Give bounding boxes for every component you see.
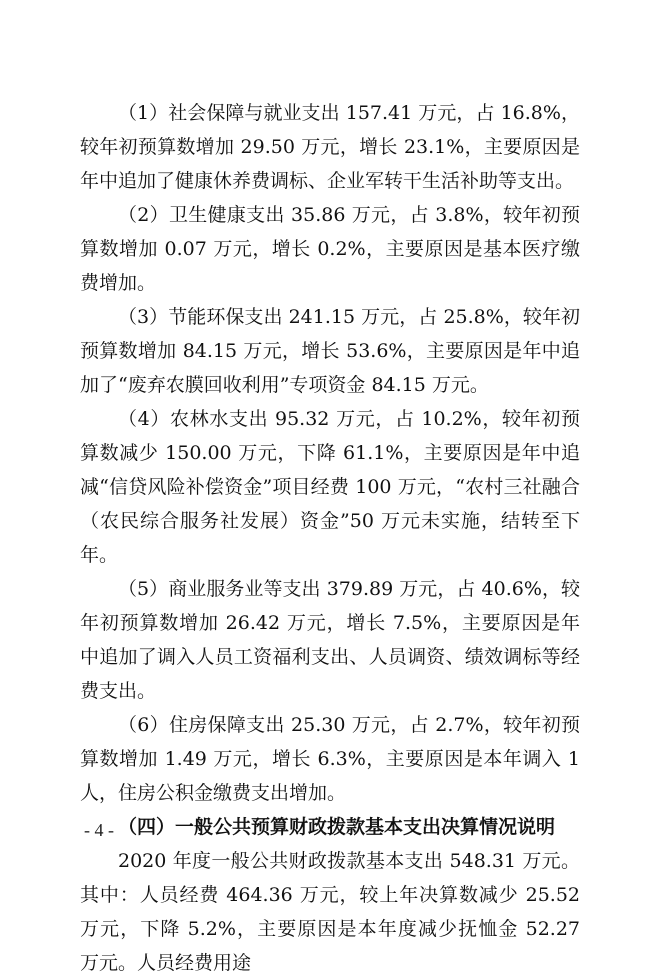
document-body <box>80 96 580 980</box>
paragraph-housing: （6）住房保障支出 25.30 万元，占 2.7%，较年初预算数增加 1.49 万元，增长 6.3%，主要原因是本年调入 1 人，住房公积金缴费支出增加。 <box>80 714 580 804</box>
page-number: - 4 - <box>84 820 114 840</box>
paragraph-health: （2）卫生健康支出 35.86 万元，占 3.8%，较年初预算数增加 0.07 万元，增长 0.2%，主要原因是基本医疗缴费增加。 <box>80 204 580 294</box>
paragraph-agriculture: （4）农林水支出 95.32 万元，占 10.2%，较年初预算数减少 150.00 万元，下降 61.1%，主要原因是年中追减“信贷风险补偿资金”项目经费 100 万元，“农村三社融合（农民综合服务社发展）资金”50 万元未实施，结转至下年。 <box>80 408 580 566</box>
paragraph-commerce: （5）商业服务业等支出 379.89 万元，占 40.6%，较年初预算数增加 26.42 万元，增长 7.5%，主要原因是年中追加了调入人员工资福利支出、人员调资、绩效调标等经费支出。 <box>80 578 580 702</box>
paragraph-environment: （3）节能环保支出 241.15 万元，占 25.8%，较年初预算数增加 84.15 万元，增长 53.6%，主要原因是年中追加了“废弃农膜回收利用”专项资金 84.15 万元。 <box>80 306 580 396</box>
section-paragraph: 2020 年度一般公共财政拨款基本支出 548.31 万元。其中：人员经费 464.36 万元，较上年决算数减少 25.52 万元，下降 5.2%，主要原因是本年度减少抚恤金 52.27 万元。人员经费用途 <box>80 850 580 974</box>
paragraph-social-security: （1）社会保障与就业支出 157.41 万元，占 16.8%，较年初预算数增加 29.50 万元，增长 23.1%，主要原因是年中追加了健康休养费调标、企业军转干生活补助等支出。 <box>80 102 580 192</box>
section-heading: （四）一般公共预算财政拨款基本支出决算情况说明 <box>118 816 556 838</box>
